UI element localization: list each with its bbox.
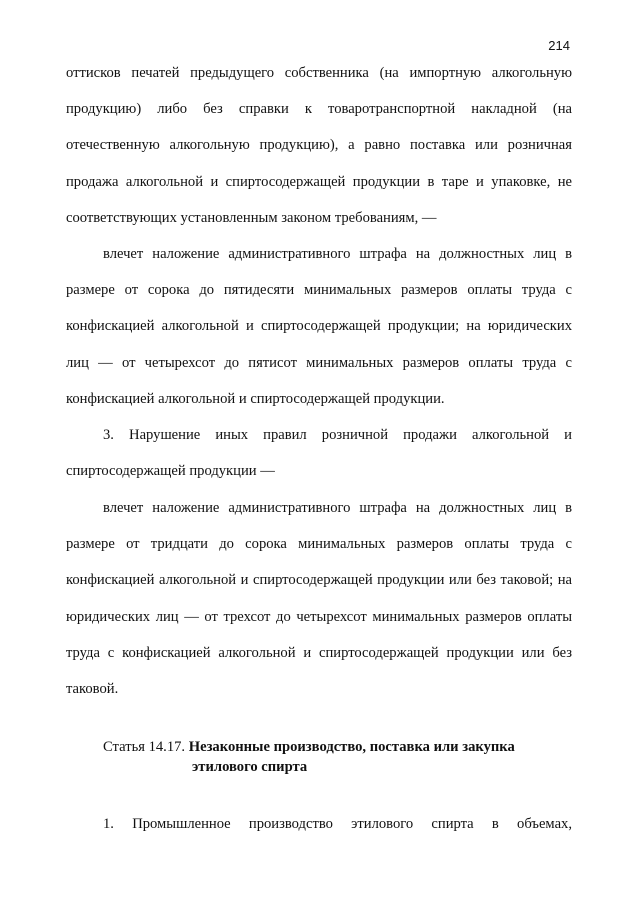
- word: этилового: [351, 816, 414, 832]
- paragraph-clause-3: [66, 417, 572, 489]
- paragraph-text: влечет наложение административного штрафа на должностных лиц в размере от тридцати до сорока минимальных размеров оплаты труда с конфискацией алкогольной и спиртосодержащей продукции или без таковой; на юридических лиц — от трехсот до четырехсот минимальных размеров оплаты труда с конфискацией алкогольной и спиртосодержащей продукции или без таковой.: [66, 500, 572, 698]
- page-number: 214: [548, 38, 570, 53]
- article-number: Статья 14.17.: [103, 739, 186, 755]
- word: в: [491, 816, 499, 832]
- word: Промышленное: [132, 816, 231, 832]
- word: спирта: [431, 816, 474, 832]
- article-heading: [103, 737, 583, 777]
- paragraph-penalty-2: [66, 490, 572, 707]
- article-title-line-1: Незаконные производство, поставка или закупка: [188, 739, 515, 755]
- word: 1.: [103, 816, 114, 832]
- word: объемах,: [517, 816, 572, 832]
- paragraph-clause-1-start: [103, 812, 572, 836]
- article-title-line-2: этилового спирта: [192, 759, 308, 775]
- paragraph-penalty-1: [66, 236, 572, 417]
- paragraph-text: влечет наложение административного штрафа на должностных лиц в размере от сорока до пятидесяти минимальных размеров оплаты труда с конфискацией алкогольной и спиртосодержащей продукции; на юридических лиц — от четырехсот до пятисот минимальных размеров оплаты труда с конфискацией алкогольной и спиртосодержащей продукции.: [66, 246, 572, 407]
- paragraph-text: оттисков печатей предыдущего собственника (на импортную алкогольную продукцию) либо без справки к товаротранспортной накладной (на отечественную алкогольную продукцию), а равно поставка или розничная продажа алкогольной и спиртосодержащей продукции в таре и упаковке, не соответствующих установленным законом требованиям, —: [66, 65, 572, 226]
- word: производство: [248, 816, 333, 832]
- paragraph-continuation: [66, 55, 572, 236]
- paragraph-text: 3. Нарушение иных правил розничной продажи алкогольной и спиртосодержащей продукции —: [66, 427, 572, 480]
